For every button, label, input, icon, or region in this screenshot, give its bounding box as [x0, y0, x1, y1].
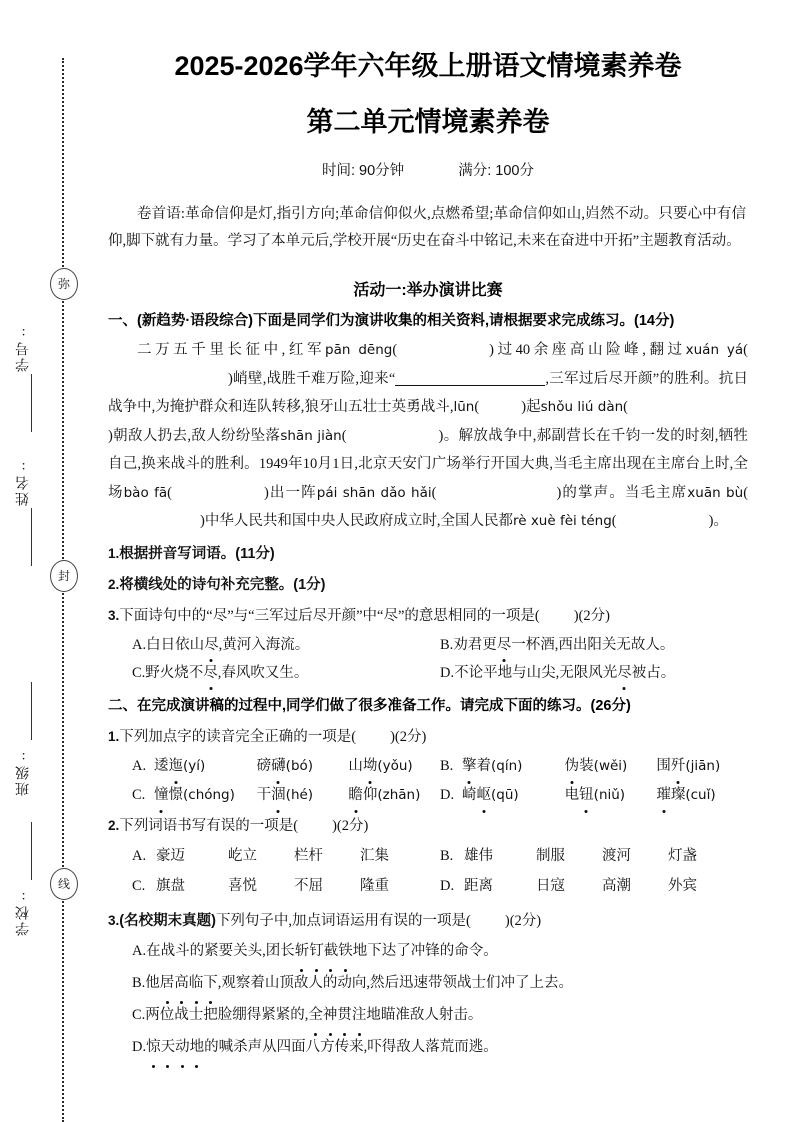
seal-badge-xian: 线 [50, 868, 78, 900]
option-c[interactable] [132, 782, 440, 808]
question-number: 3. [108, 912, 120, 928]
option-d[interactable] [440, 782, 748, 808]
word-item: 喜悦 [228, 877, 257, 894]
emphasis-phrase: 全神贯注 [308, 1001, 366, 1030]
emphasis-phrase: 斩钉截铁 [295, 937, 353, 966]
student-name-label: 姓名: [16, 457, 31, 506]
pinyin-item [257, 782, 349, 808]
section-one-heading: 一、(新趋势·语段综合)下面是同学们为演讲收集的相关资料,请根据要求完成练习。(14分) [108, 313, 675, 329]
word-item: 外宾 [668, 877, 697, 894]
word-item: 旗盘 [156, 877, 185, 894]
page-subtitle: 第二单元情境素养卷 [306, 107, 550, 137]
emphasis-char: 尽 [617, 661, 632, 685]
exam-duration: 时间: 90分钟 [322, 163, 405, 179]
class-write-line[interactable] [31, 682, 32, 740]
student-id-label: 学号: [16, 323, 31, 372]
option-text-after: ,春风吹又生。 [217, 664, 309, 681]
question-number: 2. [108, 817, 120, 833]
option-label: C. [132, 1006, 146, 1023]
school-label: 学校: [16, 887, 31, 936]
question-points: )(2分) [504, 912, 542, 929]
passage-seg-5: 起 [526, 399, 541, 415]
emphasis-char: 尽 [203, 661, 218, 685]
option-text-after: 一杯酒,西出阳关无故人。 [511, 636, 675, 653]
pinyin-reading: (niǔ) [593, 786, 626, 803]
question-stem: 根据拼音写词语。 [119, 545, 236, 562]
word-item: 豪迈 [156, 847, 185, 864]
pinyin-word: 瞻仰 [348, 787, 377, 803]
option-text-after: 被占。 [631, 664, 676, 681]
pinyin-item [154, 753, 257, 779]
activity-one-question-1 [108, 541, 748, 567]
question-stem: 下面诗句中的“尽”与“三军过后尽开颜”中“尽”的意思相同的一项是( [119, 607, 540, 624]
option-label: B. [132, 974, 146, 991]
pinyin-reading: (zhān) [377, 786, 421, 803]
pinyin-reading: (qín) [491, 757, 523, 774]
option-label: B. [440, 636, 454, 653]
question-points: )(2分) [332, 817, 369, 834]
school-write-line[interactable] [31, 822, 32, 880]
option-text-after: 地瞄准敌人射击。 [366, 1006, 483, 1023]
blank-4[interactable]: () [108, 399, 628, 444]
passage-seg-11: 。 [713, 513, 728, 529]
option-label: C. [132, 877, 146, 894]
pinyin-reading: (chóng) [183, 786, 235, 803]
pinyin-word: 围歼 [656, 758, 685, 774]
option-text-before: 野火烧不 [145, 664, 204, 681]
option-text-after: ,观察着山顶敌人的动向,然后迅速带领战士们冲了上去。 [217, 974, 574, 991]
option-label: A. [132, 757, 147, 774]
word-item: 隆重 [360, 877, 389, 894]
passage-seg-8: 出一阵 [268, 484, 317, 501]
exam-meta [108, 159, 748, 180]
student-id-write-line[interactable] [31, 374, 32, 432]
pinyin-reading: (jiān) [685, 757, 721, 774]
option-c[interactable] [132, 874, 440, 899]
pinyin-item [348, 753, 440, 779]
cloze-passage [108, 336, 748, 536]
option-a[interactable] [108, 937, 748, 966]
option-text-before: 白日依山 [146, 636, 205, 653]
option-b[interactable] [440, 753, 748, 779]
pinyin-reading: (bó) [285, 757, 314, 774]
question-number: 1. [108, 545, 120, 561]
pinyin-reading: (yí) [183, 757, 206, 774]
pinyin-word: 磅礴 [257, 758, 286, 774]
seal-badge-mi: 弥 [50, 268, 78, 300]
pinyin-re-xue-fei-teng: rè xuè fèi téng [512, 513, 612, 529]
blank-8[interactable]: () [200, 484, 749, 529]
pinyin-word: 电钮 [565, 787, 594, 803]
exam-total-score: 满分: 100分 [458, 163, 534, 179]
question-points: (11分) [235, 545, 275, 562]
emphasis-char: 尽 [204, 633, 219, 657]
pinyin-item [462, 753, 565, 779]
pinyin-item [154, 782, 257, 808]
pinyin-option-row [108, 753, 748, 779]
question-stem: 下列词语书写有误的一项是( [119, 817, 299, 834]
word-item: 渡河 [602, 847, 631, 864]
class-label: 班级: [16, 747, 31, 796]
question-stem: 下列加点字的读音完全正确的一项是( [119, 728, 357, 745]
option-text-before: 劝君更 [453, 636, 497, 653]
option-a[interactable] [132, 844, 440, 869]
emphasis-char: 尽 [497, 633, 512, 657]
word-item: 雄伟 [464, 847, 493, 864]
pinyin-option-row [108, 782, 748, 808]
pinyin-item [462, 782, 565, 808]
seal-strip [0, 0, 108, 1122]
question-points: (1分) [293, 576, 326, 593]
option-label: D. [440, 786, 455, 803]
emphasis-phrase: 居高临下 [160, 969, 218, 998]
option-b[interactable] [440, 633, 748, 657]
activity-one-heading: 活动一:举办演讲比赛 [353, 282, 503, 299]
page-title: 2025-2026学年六年级上册语文情境素养卷 [174, 51, 682, 81]
pinyin-item [348, 782, 440, 808]
option-d[interactable] [108, 1033, 748, 1062]
word-item: 日寇 [536, 877, 565, 894]
question-number: 1. [108, 728, 120, 744]
word-item: 汇集 [360, 847, 389, 864]
pinyin-reading: (cuǐ) [685, 786, 716, 803]
pinyin-shou-liu-dan: shǒu liú dàn [540, 399, 624, 415]
word-item: 距离 [464, 877, 493, 894]
question-number: 2. [108, 576, 120, 592]
option-label: B. [440, 757, 454, 774]
pinyin-lun: lūn [453, 399, 475, 415]
passage-seg-3: 峭壁,战胜千难万险,迎来“ [232, 370, 396, 387]
section-two-question-3 [108, 908, 748, 934]
option-text-before: 不论平地与山尖,无限风光 [454, 664, 618, 681]
blank-3[interactable]: ( ) [474, 399, 527, 415]
pinyin-word: 璀璨 [656, 787, 685, 803]
passage-seg-1: 二万五千里长征中,红军 [137, 342, 326, 358]
section-two-question-2 [108, 813, 748, 839]
option-b[interactable] [108, 969, 748, 998]
passage-seg-10: 中华人民共和国中央人民政府成立时,全国人民都 [204, 513, 513, 529]
emphasis-phrase: 惊天动地 [146, 1033, 204, 1062]
pinyin-item [565, 753, 657, 779]
pinyin-xuan-ya: xuán yá [685, 342, 744, 358]
pinyin-reading: (hé) [285, 786, 314, 803]
option-label: C. [132, 664, 146, 681]
pinyin-shan-jian: shān jiàn [280, 427, 342, 444]
option-label: D. [440, 664, 455, 681]
passage-seg-6: 朝敌人扔去,敌人纷纷坠落 [112, 427, 281, 444]
option-label: D. [440, 877, 455, 894]
word-item: 灯盏 [668, 847, 697, 864]
pinyin-reading: (yǒu) [377, 757, 413, 774]
option-label: A. [132, 942, 147, 959]
option-row [108, 661, 748, 685]
word-item: 不屈 [294, 877, 323, 894]
pinyin-word: 伪装 [565, 758, 594, 774]
pinyin-item [565, 782, 657, 808]
option-c[interactable] [108, 1001, 748, 1030]
passage-seg-4: ,三军过后尽开颜”的胜利。抗日战争中,为掩护群众和连队转移,狼牙山五壮士英勇战斗, [108, 370, 749, 415]
pinyin-item [656, 753, 748, 779]
activity-one-question-3 [108, 603, 748, 629]
pinyin-xuan-bu: xuān bù [687, 484, 744, 501]
passage-seg-7: 。解放战争中,郝副营长在千钧一发的时刻,牺牲自己,换来战斗的胜利。1949年10月1日,北京天安门广场举行开国大典,当毛主席出现在主席台上时,全场 [108, 427, 749, 501]
pinyin-pai-shan-dao-hai: pái shān dǎo hǎi [316, 484, 432, 501]
option-a[interactable] [132, 753, 440, 779]
word-option-row [108, 844, 748, 869]
option-text-before: 两位战士把脸绷得紧紧的, [145, 1006, 309, 1023]
activity-one-question-2 [108, 572, 748, 598]
option-text-after: ,黄河入海流。 [218, 636, 310, 653]
option-label: A. [132, 636, 147, 653]
option-label: B. [440, 847, 454, 864]
option-d[interactable] [440, 874, 748, 899]
pinyin-reading: (wěi) [593, 757, 628, 774]
passage-seg-9: 的掌声。当毛主席 [561, 484, 688, 501]
option-label: D. [132, 1038, 147, 1055]
intro-paragraph: 卷首语:革命信仰是灯,指引方向;革命信仰似火,点燃希望;革命信仰如山,岿然不动。只要心中有信仰,脚下就有力量。学习了本单元后,学校开展“历史在奋斗中铭记,未来在奋进中开拓”主题教育活动。 [108, 206, 746, 249]
word-item: 高潮 [602, 877, 631, 894]
word-item: 屹立 [228, 847, 257, 864]
question-points: )(2分) [390, 728, 427, 745]
blank-9[interactable]: ( ) [611, 513, 714, 529]
option-row [108, 633, 748, 657]
option-text-before: 他 [145, 974, 160, 991]
pinyin-word: 干涸 [257, 787, 286, 803]
option-text-after: 的喊杀声从四面八方传来,吓得敌人落荒而逃。 [204, 1038, 498, 1055]
student-name-write-line[interactable] [31, 508, 32, 566]
option-text-before: 在战斗的紧要关头,团长 [146, 942, 295, 959]
option-text-after: 地下达了冲锋的命令。 [352, 942, 498, 959]
question-stem: 将横线处的诗句补充完整。 [119, 576, 294, 593]
word-option-row [108, 874, 748, 899]
pinyin-word: 逶迤 [154, 753, 183, 779]
pinyin-word: 山坳 [348, 758, 377, 774]
seal-badge-feng: 封 [50, 560, 78, 592]
passage-seg-2: 过40余座高山险峰,翻过 [494, 342, 686, 358]
question-number: 3. [108, 607, 120, 623]
blank-1[interactable]: ( ) [392, 342, 495, 358]
pinyin-item [656, 782, 748, 808]
pinyin-word: 憧憬 [154, 787, 183, 803]
option-a[interactable] [132, 633, 440, 657]
question-stem: 下列句子中,加点词语运用有误的一项是( [215, 912, 471, 929]
option-c[interactable] [132, 661, 440, 685]
pinyin-word: 崎岖 [462, 787, 491, 803]
exam-paper-body [108, 0, 748, 1062]
blank-5[interactable]: ( ) [341, 427, 444, 444]
pinyin-pan-deng: pān dēng [325, 342, 393, 358]
option-d[interactable] [440, 661, 748, 685]
pinyin-bao-fa: bào fā [123, 484, 168, 501]
blank-2[interactable]: () [228, 342, 748, 387]
pinyin-item [257, 753, 349, 779]
section-two-question-1 [108, 724, 748, 750]
blank-7[interactable]: ( ) [431, 484, 562, 501]
question-points: )(2分) [573, 607, 610, 624]
option-label: A. [132, 847, 147, 864]
pinyin-word: 擎着 [462, 758, 491, 774]
option-b[interactable] [440, 844, 748, 869]
section-two-heading: 二、在完成演讲稿的过程中,同学们做了很多准备工作。请完成下面的练习。(26分) [108, 697, 631, 714]
option-label: C. [132, 786, 146, 803]
word-item: 栏杆 [294, 847, 323, 864]
poem-fill-rule[interactable] [395, 385, 545, 386]
blank-6[interactable]: ( ) [167, 484, 269, 501]
word-item: 制服 [536, 847, 565, 864]
pinyin-reading: (qū) [491, 786, 519, 803]
question-tag: (名校期末真题) [119, 912, 216, 929]
